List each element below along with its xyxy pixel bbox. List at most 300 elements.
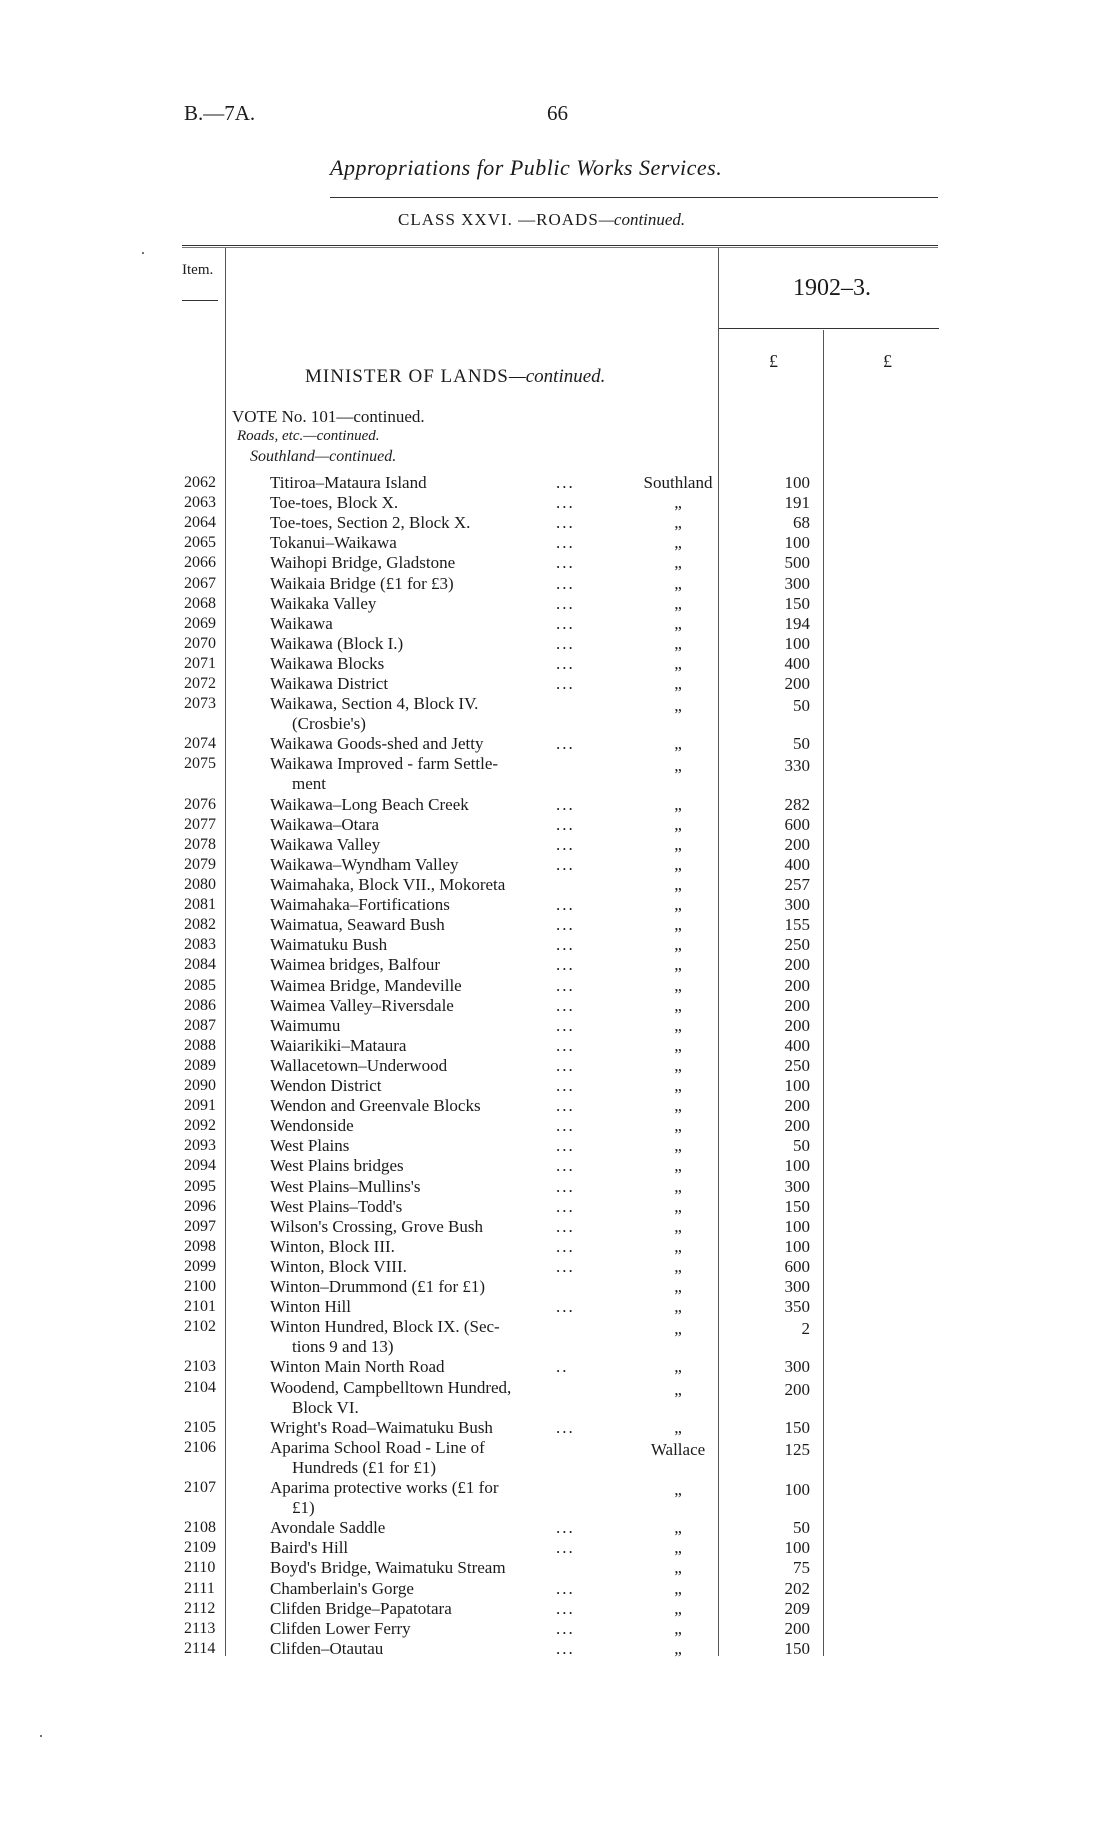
amount: 400 xyxy=(784,854,810,874)
amount: 100 xyxy=(784,1216,810,1236)
leader-dots: ... xyxy=(556,1256,575,1276)
table-row xyxy=(0,855,1114,875)
leader-dots: ... xyxy=(556,1015,575,1035)
road-name: Wendonside xyxy=(270,1116,354,1136)
district-name: „ xyxy=(674,593,682,613)
district-name: „ xyxy=(674,854,682,874)
leader-dots: ... xyxy=(556,553,575,573)
table-row xyxy=(0,754,1114,794)
road-name: Waimea bridges, Balfour xyxy=(270,955,440,975)
table-row xyxy=(0,875,1114,895)
district-name: „ xyxy=(674,1015,682,1035)
table-row xyxy=(0,1518,1114,1538)
leader-dots: ... xyxy=(556,915,575,935)
table-row xyxy=(0,1036,1114,1056)
table-row xyxy=(0,1116,1114,1136)
road-name: Waikawa xyxy=(270,613,333,633)
leader-dots: ... xyxy=(556,533,575,553)
district-name: „ xyxy=(674,1096,682,1116)
item-number: 2101 xyxy=(184,1298,216,1316)
section-title xyxy=(305,366,605,388)
table-row xyxy=(0,1237,1114,1257)
district-name: „ xyxy=(674,553,682,573)
district-name: „ xyxy=(674,1379,682,1399)
table-row xyxy=(0,1197,1114,1217)
road-name: Winton Hill xyxy=(270,1297,352,1317)
table-row xyxy=(0,1558,1114,1578)
district-name: „ xyxy=(674,1417,682,1437)
amount: 200 xyxy=(784,1116,810,1136)
amount: 200 xyxy=(784,1379,810,1399)
table-row xyxy=(0,614,1114,634)
amount: 100 xyxy=(784,473,810,492)
district-name: „ xyxy=(674,1176,682,1196)
district-name: „ xyxy=(674,875,682,894)
page-speck xyxy=(142,252,144,254)
item-number: 2075 xyxy=(184,755,216,773)
road-name: Tokanui–Waikawa xyxy=(270,533,397,553)
road-name: Wright's Road–Waimatuku Bush xyxy=(270,1417,493,1437)
item-number: 2097 xyxy=(184,1217,216,1235)
amount: 50 xyxy=(793,696,810,716)
leader-dots: ... xyxy=(556,493,575,513)
leader-dots: ... xyxy=(556,1035,575,1055)
amount: 282 xyxy=(784,794,810,814)
table-row xyxy=(0,915,1114,935)
amount: 150 xyxy=(784,1196,810,1216)
table-row xyxy=(0,553,1114,573)
leader-dots: ... xyxy=(556,573,575,593)
road-name: Waikawa–Long Beach Creek xyxy=(270,794,469,814)
road-name: West Plains–Todd's xyxy=(270,1196,403,1216)
table-row xyxy=(0,1418,1114,1438)
amount: 194 xyxy=(784,613,810,633)
amount: 68 xyxy=(793,513,810,533)
table-row xyxy=(0,1217,1114,1237)
road-name-continued: (Crosbie's) xyxy=(292,714,366,734)
district-name: „ xyxy=(674,1196,682,1216)
road-name-continued: £1) xyxy=(292,1498,315,1517)
table-row xyxy=(0,996,1114,1016)
district-name: „ xyxy=(674,1035,682,1055)
leader-dots: ... xyxy=(556,653,575,673)
leader-dots: ... xyxy=(556,1176,575,1196)
road-name: Boyd's Bridge, Waimatuku Stream xyxy=(270,1558,506,1578)
road-name: Waikawa Blocks xyxy=(270,653,385,673)
leader-dots: ... xyxy=(556,1096,575,1116)
item-number: 2068 xyxy=(184,594,216,612)
road-name: Wendon and Greenvale Blocks xyxy=(270,1096,481,1116)
district-name: „ xyxy=(674,1578,682,1598)
page-title: Appropriations for Public Works Services. xyxy=(330,155,723,180)
leader-dots: ... xyxy=(556,1618,575,1638)
leader-dots: ... xyxy=(556,895,575,915)
road-name-continued: ment xyxy=(292,774,326,794)
item-number: 2082 xyxy=(184,916,216,934)
item-number: 2098 xyxy=(184,1237,216,1255)
district-name: „ xyxy=(674,975,682,995)
amount: 400 xyxy=(784,653,810,673)
road-name: Waimea Valley–Riversdale xyxy=(270,995,454,1015)
leader-dots: ... xyxy=(556,1417,575,1437)
item-number: 2078 xyxy=(184,835,216,853)
item-number: 2091 xyxy=(184,1097,216,1115)
amount: 600 xyxy=(784,814,810,834)
item-number: 2106 xyxy=(184,1438,216,1456)
leader-dots: ... xyxy=(556,473,575,492)
road-name: Waikawa–Wyndham Valley xyxy=(270,854,459,874)
table-row xyxy=(0,1377,1114,1417)
leader-dots: ... xyxy=(556,734,575,754)
section-title-main: MINISTER OF LANDS xyxy=(305,366,509,387)
currency-header-2: £ xyxy=(883,351,892,371)
amount: 300 xyxy=(784,1176,810,1196)
leader-dots: ... xyxy=(556,1116,575,1136)
district-name: „ xyxy=(674,915,682,935)
table-row xyxy=(0,1639,1114,1659)
district-name: „ xyxy=(674,1076,682,1095)
table-row xyxy=(0,1619,1114,1639)
amount: 191 xyxy=(784,493,810,513)
item-number: 2077 xyxy=(184,815,216,833)
district-name: „ xyxy=(674,1598,682,1618)
table-row xyxy=(0,1177,1114,1197)
district-name: „ xyxy=(674,1518,682,1538)
road-name: Waikawa, Section 4, Block IV. xyxy=(270,694,479,714)
district-name: „ xyxy=(674,895,682,915)
table-row xyxy=(0,533,1114,553)
leader-dots: ... xyxy=(556,1236,575,1256)
district-name: „ xyxy=(674,573,682,593)
item-number: 2094 xyxy=(184,1157,216,1175)
item-number: 2079 xyxy=(184,855,216,873)
district-name: „ xyxy=(674,633,682,653)
leader-dots: ... xyxy=(556,1136,575,1156)
road-name: Clifden Bridge–Papatotara xyxy=(270,1598,452,1618)
amount: 100 xyxy=(784,1236,810,1256)
district-name: „ xyxy=(674,513,682,533)
table-row xyxy=(0,955,1114,975)
amount: 200 xyxy=(784,1096,810,1116)
item-number: 2064 xyxy=(184,514,216,532)
road-name: Winton, Block VIII. xyxy=(270,1256,407,1276)
document-code: B.—7A. xyxy=(184,101,256,125)
amount: 150 xyxy=(784,593,810,613)
road-name: West Plains xyxy=(270,1136,350,1156)
amount: 300 xyxy=(784,573,810,593)
section-title-suffix: —continued. xyxy=(508,366,606,387)
table-row xyxy=(0,1357,1114,1377)
table-row xyxy=(0,1317,1114,1357)
table-row xyxy=(0,594,1114,614)
district-name: „ xyxy=(674,1638,682,1658)
district-name: „ xyxy=(674,1357,682,1377)
leader-dots: .. xyxy=(556,1357,569,1377)
road-name: West Plains bridges xyxy=(270,1156,404,1176)
item-number: 2092 xyxy=(184,1117,216,1135)
leader-dots: ... xyxy=(556,1297,575,1317)
road-name: Waikawa Goods-shed and Jetty xyxy=(270,734,484,754)
road-name: Waimahaka–Fortifications xyxy=(270,895,450,915)
road-name: Chamberlain's Gorge xyxy=(270,1578,414,1598)
amount: 200 xyxy=(784,995,810,1015)
road-name: Wilson's Crossing, Grove Bush xyxy=(270,1216,483,1236)
table-top-rule-2 xyxy=(182,247,938,248)
road-name-continued: Block VI. xyxy=(292,1397,359,1417)
leader-dots: ... xyxy=(556,513,575,533)
item-number: 2110 xyxy=(184,1559,216,1577)
amount: 100 xyxy=(784,1076,810,1095)
leader-dots: ... xyxy=(556,794,575,814)
amount: 200 xyxy=(784,1618,810,1638)
class-heading-main: CLASS XXVI. —ROADS xyxy=(398,210,599,229)
item-number: 2102 xyxy=(184,1318,216,1336)
amount: 50 xyxy=(793,1518,810,1538)
item-number: 2088 xyxy=(184,1036,216,1054)
district-name: „ xyxy=(674,613,682,633)
item-number: 2085 xyxy=(184,976,216,994)
road-name: Waimatua, Seaward Bush xyxy=(270,915,445,935)
leader-dots: ... xyxy=(556,1538,575,1558)
leader-dots: ... xyxy=(556,1216,575,1236)
item-number: 2104 xyxy=(184,1378,216,1396)
item-header-rule xyxy=(182,300,218,301)
district-name: Southland xyxy=(643,473,713,492)
road-name: Avondale Saddle xyxy=(270,1518,386,1538)
district-name: „ xyxy=(674,1116,682,1136)
amount: 200 xyxy=(784,1015,810,1035)
table-row xyxy=(0,574,1114,594)
district-heading: Southland—continued. xyxy=(250,448,397,465)
district-name: „ xyxy=(674,995,682,1015)
table-row xyxy=(0,835,1114,855)
road-name: Winton, Block III. xyxy=(270,1236,395,1256)
amount: 150 xyxy=(784,1417,810,1437)
item-number: 2084 xyxy=(184,956,216,974)
leader-dots: ... xyxy=(556,1156,575,1176)
leader-dots: ... xyxy=(556,935,575,955)
district-name: „ xyxy=(674,1216,682,1236)
amount: 300 xyxy=(784,1277,810,1296)
leader-dots: ... xyxy=(556,613,575,633)
road-name: Toe-toes, Section 2, Block X. xyxy=(270,513,471,533)
table-row xyxy=(0,1096,1114,1116)
table-row xyxy=(0,815,1114,835)
district-name: „ xyxy=(674,653,682,673)
district-name: „ xyxy=(674,696,682,716)
amount: 50 xyxy=(793,734,810,754)
district-name: „ xyxy=(674,814,682,834)
item-number: 2111 xyxy=(184,1579,215,1597)
district-name: „ xyxy=(674,674,682,693)
road-name: Winton–Drummond (£1 for £1) xyxy=(270,1277,486,1296)
road-name: West Plains–Mullins's xyxy=(270,1176,421,1196)
table-row xyxy=(0,795,1114,815)
item-number: 2095 xyxy=(184,1177,216,1195)
item-number: 2109 xyxy=(184,1539,216,1557)
amount: 300 xyxy=(784,1357,810,1377)
leader-dots: ... xyxy=(556,1076,575,1095)
table-top-rule xyxy=(182,245,938,246)
district-name: „ xyxy=(674,1618,682,1638)
amount: 100 xyxy=(784,633,810,653)
item-number: 2113 xyxy=(184,1619,216,1637)
table-row xyxy=(0,1257,1114,1277)
district-name: „ xyxy=(674,834,682,854)
leader-dots: ... xyxy=(556,854,575,874)
amount: 350 xyxy=(784,1297,810,1317)
item-number: 2070 xyxy=(184,634,216,652)
road-name: Waihopi Bridge, Gladstone xyxy=(270,553,456,573)
road-name: Waikawa Improved - farm Settle- xyxy=(270,754,499,774)
road-name: Winton Hundred, Block IX. (Sec- xyxy=(270,1317,500,1337)
road-name: Waikawa District xyxy=(270,674,389,693)
amount: 100 xyxy=(784,1538,810,1558)
currency-header-1: £ xyxy=(769,351,778,371)
district-name: „ xyxy=(674,1558,682,1578)
year-header-rule xyxy=(719,328,939,329)
road-name: Aparima protective works (£1 for xyxy=(270,1478,499,1497)
leader-dots: ... xyxy=(556,633,575,653)
leader-dots: ... xyxy=(556,674,575,693)
amount: 400 xyxy=(784,1035,810,1055)
table-row xyxy=(0,1136,1114,1156)
amount: 100 xyxy=(784,1156,810,1176)
leader-dots: ... xyxy=(556,1638,575,1658)
item-number: 2083 xyxy=(184,936,216,954)
amount: 200 xyxy=(784,955,810,975)
road-name: Waimumu xyxy=(270,1015,341,1035)
item-number: 2086 xyxy=(184,996,216,1014)
amount: 200 xyxy=(784,975,810,995)
item-number: 2066 xyxy=(184,554,216,572)
amount: 200 xyxy=(784,834,810,854)
road-name: Waimatuku Bush xyxy=(270,935,388,955)
district-name: „ xyxy=(674,935,682,955)
district-name: „ xyxy=(674,1136,682,1156)
amount: 125 xyxy=(784,1439,810,1459)
table-row xyxy=(0,1056,1114,1076)
leader-dots: ... xyxy=(556,955,575,975)
rule-under-title xyxy=(330,197,938,198)
table-row xyxy=(0,935,1114,955)
amount: 250 xyxy=(784,1055,810,1075)
amount: 250 xyxy=(784,935,810,955)
district-name: „ xyxy=(674,533,682,553)
amount: 50 xyxy=(793,1136,810,1156)
leader-dots: ... xyxy=(556,1196,575,1216)
item-number: 2089 xyxy=(184,1056,216,1074)
vote-heading: VOTE No. 101—continued. xyxy=(232,407,425,426)
table-row xyxy=(0,734,1114,754)
table-row xyxy=(0,1156,1114,1176)
item-number: 2081 xyxy=(184,896,216,914)
item-number: 2062 xyxy=(184,474,216,491)
district-name: „ xyxy=(674,794,682,814)
road-name: Titiroa–Mataura Island xyxy=(270,473,427,492)
amount: 155 xyxy=(784,915,810,935)
table-row xyxy=(0,694,1114,734)
road-name: Waimea Bridge, Mandeville xyxy=(270,975,462,995)
item-number: 2105 xyxy=(184,1418,216,1436)
item-number: 2065 xyxy=(184,534,216,552)
leader-dots: ... xyxy=(556,1578,575,1598)
table-row xyxy=(0,1599,1114,1619)
class-heading xyxy=(398,210,685,230)
district-name: „ xyxy=(674,1297,682,1317)
item-number: 2099 xyxy=(184,1257,216,1275)
year-column-header: 1902–3. xyxy=(793,275,871,301)
item-number: 2100 xyxy=(184,1278,216,1295)
table-row xyxy=(0,493,1114,513)
item-number: 2067 xyxy=(184,574,216,592)
page-speck xyxy=(40,1735,42,1737)
road-name: Waikaka Valley xyxy=(270,593,377,613)
road-name: Clifden–Otautau xyxy=(270,1638,384,1658)
class-heading-suffix: —continued. xyxy=(598,210,686,229)
item-number: 2112 xyxy=(184,1599,216,1617)
district-name: „ xyxy=(674,493,682,513)
table-row xyxy=(0,1478,1114,1517)
road-name: Clifden Lower Ferry xyxy=(270,1618,411,1638)
district-name: „ xyxy=(674,756,682,776)
table-row xyxy=(0,1538,1114,1558)
table-row xyxy=(0,674,1114,694)
item-number: 2090 xyxy=(184,1077,216,1094)
road-name: Waikawa (Block I.) xyxy=(270,633,404,653)
road-name: Baird's Hill xyxy=(270,1538,349,1558)
item-number: 2114 xyxy=(184,1639,216,1657)
item-number: 2080 xyxy=(184,876,216,893)
item-number: 2069 xyxy=(184,614,216,632)
district-name: „ xyxy=(674,734,682,754)
table-row xyxy=(0,634,1114,654)
road-name: Waiarikiki–Mataura xyxy=(270,1035,407,1055)
district-name: „ xyxy=(674,1256,682,1276)
district-name: „ xyxy=(674,1319,682,1339)
table-row xyxy=(0,1437,1114,1477)
road-name: Waikawa Valley xyxy=(270,834,381,854)
item-number: 2071 xyxy=(184,654,216,672)
road-name: Wendon District xyxy=(270,1076,382,1095)
road-name: Waimahaka, Block VII., Mokoreta xyxy=(270,875,506,894)
road-name: Waikaia Bridge (£1 for £3) xyxy=(270,573,454,593)
table-row xyxy=(0,1297,1114,1317)
district-name: „ xyxy=(674,1538,682,1558)
district-name: „ xyxy=(674,1055,682,1075)
road-name-continued: tions 9 and 13) xyxy=(292,1337,394,1357)
district-name: „ xyxy=(674,1236,682,1256)
item-number: 2063 xyxy=(184,494,216,512)
amount: 300 xyxy=(784,895,810,915)
district-name: „ xyxy=(674,1156,682,1176)
table-row xyxy=(0,654,1114,674)
road-name: Aparima School Road - Line of xyxy=(270,1437,485,1457)
item-number: 2108 xyxy=(184,1519,216,1537)
amount: 75 xyxy=(793,1558,810,1578)
amount: 330 xyxy=(784,756,810,776)
road-name: Toe-toes, Block X. xyxy=(270,493,399,513)
leader-dots: ... xyxy=(556,1598,575,1618)
leader-dots: ... xyxy=(556,814,575,834)
amount: 202 xyxy=(784,1578,810,1598)
leader-dots: ... xyxy=(556,1518,575,1538)
amount: 257 xyxy=(784,875,810,894)
district-name: „ xyxy=(674,1480,682,1499)
district-name: „ xyxy=(674,955,682,975)
amount: 200 xyxy=(784,674,810,693)
item-column-header: Item. xyxy=(182,262,214,278)
